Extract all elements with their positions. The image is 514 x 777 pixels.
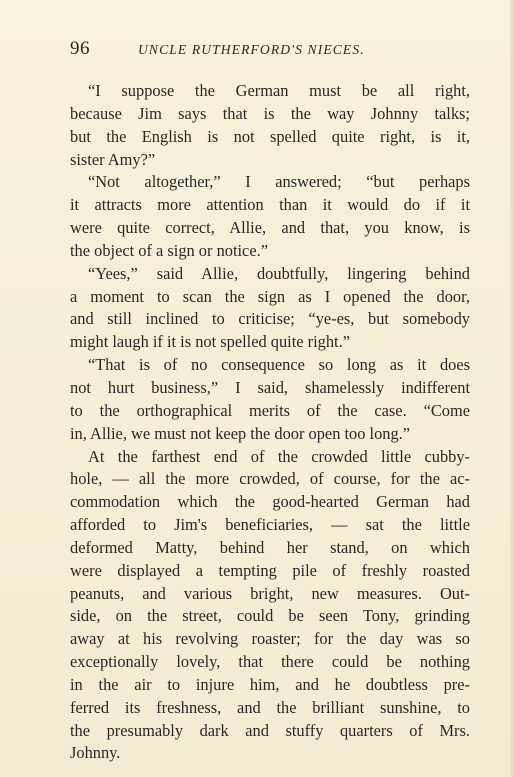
text-line: were quite correct, Allie, and that, you know, is bbox=[70, 218, 470, 238]
text-line: side, on the street, could be seen Tony, grinding bbox=[70, 606, 470, 626]
text-line: were displayed a tempting pile of freshly roasted bbox=[70, 560, 470, 580]
text-line: afforded to Jim's beneficiaries, — sat the little bbox=[70, 515, 470, 535]
text-line: Johnny. bbox=[70, 743, 121, 763]
text-line: might laugh if it is not spelled quite right.” bbox=[70, 332, 350, 352]
page-header bbox=[70, 38, 470, 62]
text-line: commodation which the good-hearted German had bbox=[70, 492, 470, 512]
text-line: peanuts, and various bright, new measures. Out- bbox=[70, 583, 470, 603]
text-line: “Not altogether,” I answered; “but perhaps bbox=[88, 172, 470, 192]
running-head: UNCLE RUTHERFORD'S NIECES. bbox=[138, 42, 365, 57]
text-line: to the orthographical merits of the case. “Come bbox=[70, 400, 470, 420]
text-line: it attracts more attention than it would do if it bbox=[70, 195, 470, 215]
text-line: in the air to injure him, and he doubtless pre- bbox=[70, 674, 470, 694]
text-line: “That is of no consequence so long as it does bbox=[88, 355, 470, 375]
text-line: ferred its freshness, and the brilliant sunshine, to bbox=[70, 697, 470, 717]
text-line: sister Amy?” bbox=[70, 149, 156, 169]
text-line: away at his revolving roaster; for the day was so bbox=[70, 629, 470, 649]
text-line: “I suppose the German must be all right, bbox=[88, 81, 470, 100]
text-line: not hurt business,” I said, shamelessly indifferent bbox=[70, 377, 470, 397]
text-line: “Yees,” said Allie, doubtfully, lingering behind bbox=[88, 263, 470, 283]
text-line: hole, — all the more crowded, of course, for the ac- bbox=[70, 469, 470, 489]
page-number: 96 bbox=[70, 38, 90, 59]
text-line: exceptionally lovely, that there could be nothing bbox=[70, 652, 470, 672]
text-line: At the farthest end of the crowded little cubby- bbox=[88, 446, 470, 466]
text-line: deformed Matty, behind her stand, on which bbox=[70, 537, 470, 557]
text-line: the presumably dark and stuffy quarters of Mrs. bbox=[70, 720, 470, 740]
text-line: because Jim says that is the way Johnny talks; bbox=[70, 103, 470, 123]
text-line: but the English is not spelled quite right, is it, bbox=[70, 126, 470, 146]
text-line: a moment to scan the sign as I opened the door, bbox=[70, 286, 470, 306]
text-line: the object of a sign or notice.” bbox=[70, 240, 268, 260]
text-line: and still inclined to criticise; “ye-es, but somebody bbox=[70, 309, 470, 329]
page-edge bbox=[510, 0, 514, 777]
text-line: in, Allie, we must not keep the door open too long.” bbox=[70, 423, 411, 443]
body-text bbox=[70, 80, 470, 765]
